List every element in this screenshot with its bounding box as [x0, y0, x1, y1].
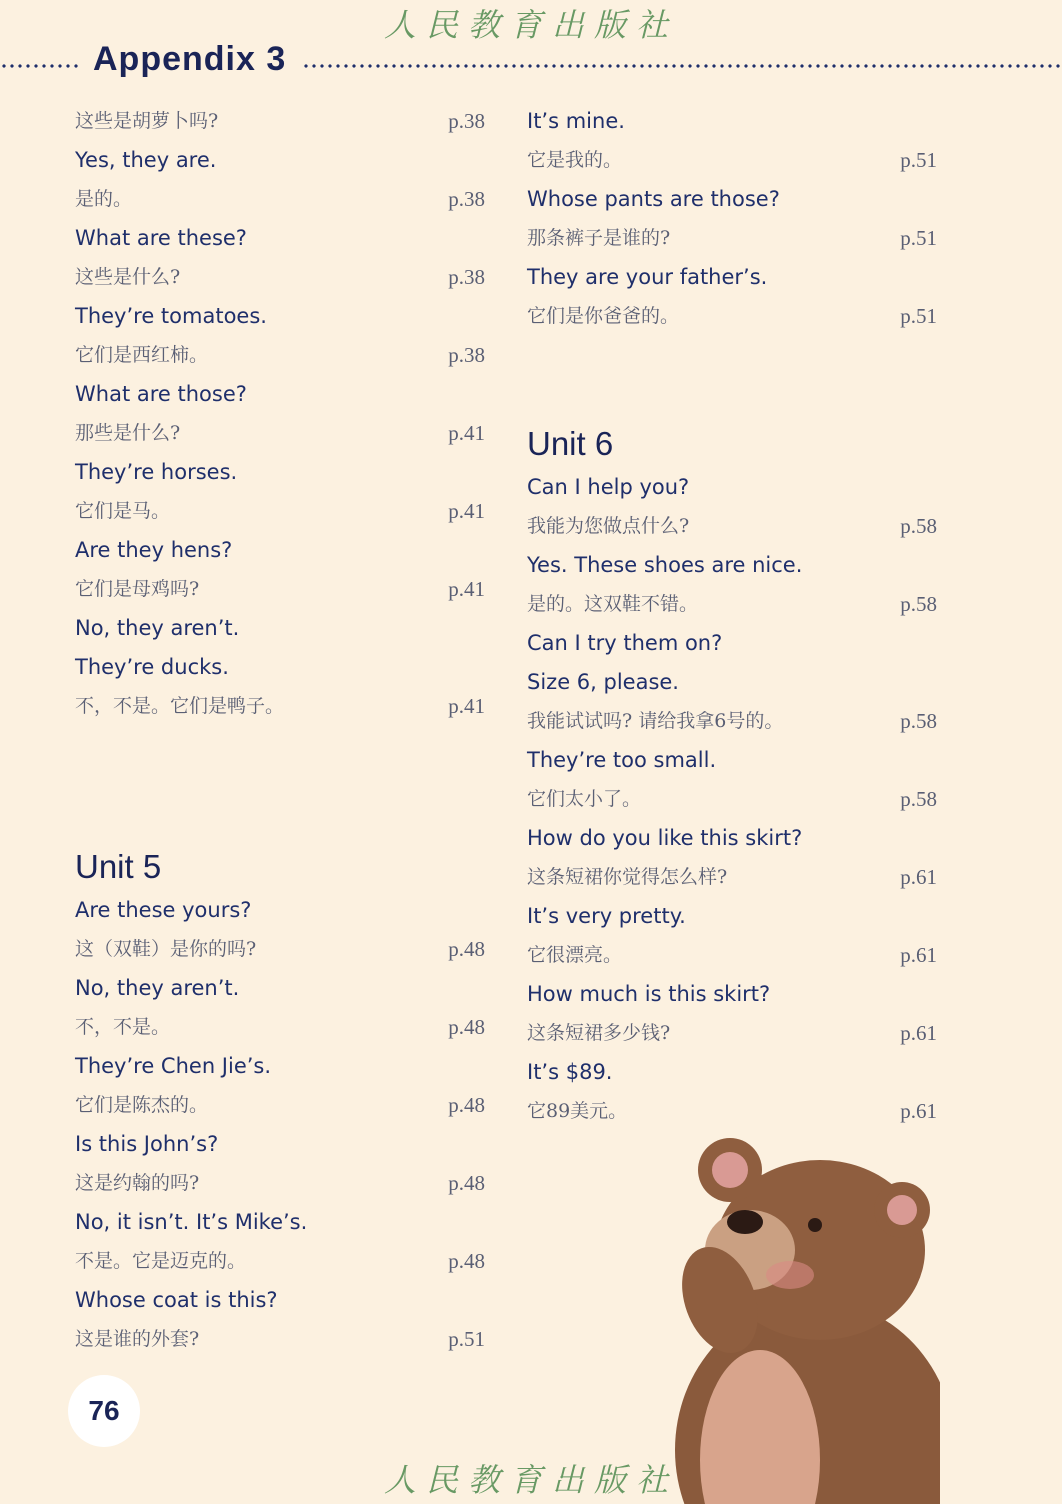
english-phrase: They’re Chen Jie’s.	[75, 1054, 272, 1078]
page-number-badge: 76	[68, 1375, 140, 1447]
chinese-translation: 它们是马。	[75, 500, 171, 522]
page-reference: p.48	[448, 937, 485, 961]
page-reference: p.51	[900, 304, 937, 328]
english-phrase: Can I help you?	[527, 475, 690, 499]
page-reference: p.48	[448, 1015, 485, 1039]
page-reference: p.58	[900, 592, 937, 616]
english-phrase: It’s mine.	[527, 109, 625, 133]
chinese-translation: 我能试试吗? 请给我拿6号的。	[527, 710, 784, 732]
chinese-translation: 它们是陈杰的。	[75, 1094, 209, 1116]
chinese-translation-row	[527, 1092, 937, 1131]
english-phrase: Are they hens?	[75, 538, 233, 562]
english-phrase: How much is this skirt?	[527, 982, 771, 1006]
chinese-translation: 是的。	[75, 188, 133, 210]
chinese-translation: 它89美元。	[527, 1100, 628, 1122]
unit-5-phrase-list	[75, 891, 485, 1359]
english-phrase: Yes. These shoes are nice.	[527, 553, 803, 577]
chinese-translation-row	[75, 492, 485, 531]
english-phrase: No, it isn’t. It’s Mike’s.	[75, 1210, 308, 1234]
page-reference: p.48	[448, 1093, 485, 1117]
english-phrase: No, they aren’t.	[75, 616, 240, 640]
page-reference: p.58	[900, 514, 937, 538]
english-phrase: It’s $89.	[527, 1060, 613, 1084]
right-column	[527, 102, 937, 1131]
english-phrase: Size 6, please.	[527, 670, 679, 694]
english-phrase: They’re too small.	[527, 748, 717, 772]
chinese-translation: 这是约翰的吗?	[75, 1172, 200, 1194]
chinese-translation: 是的。这双鞋不错。	[527, 593, 699, 615]
page-reference: p.41	[448, 499, 485, 523]
chinese-translation: 这些是什么?	[75, 266, 181, 288]
chinese-translation-row	[75, 1242, 485, 1281]
publisher-watermark-bottom: 人民教育出版社	[383, 1461, 678, 1499]
chinese-translation-row	[75, 180, 485, 219]
chinese-translation: 那些是什么?	[75, 422, 181, 444]
english-phrase: It’s very pretty.	[527, 904, 686, 928]
left-phrase-list	[75, 102, 485, 726]
chinese-translation-row	[75, 930, 485, 969]
chinese-translation-row	[527, 219, 937, 258]
english-phrase: Yes, they are.	[75, 148, 217, 172]
chinese-translation: 它们是母鸡吗?	[75, 578, 200, 600]
chinese-translation: 不，不是。	[75, 1016, 171, 1038]
chinese-translation: 这条短裙你觉得怎么样?	[527, 866, 728, 888]
page-reference: p.61	[900, 865, 937, 889]
english-phrase: They’re horses.	[75, 460, 238, 484]
chinese-translation: 这是谁的外套?	[75, 1328, 200, 1350]
chinese-translation-row	[75, 1164, 485, 1203]
chinese-translation-row	[527, 1014, 937, 1053]
chinese-translation: 不，不是。它们是鸭子。	[75, 695, 285, 717]
english-phrase: Can I try them on?	[527, 631, 723, 655]
chinese-translation: 它们是你爸爸的。	[527, 305, 680, 327]
chinese-translation-row	[75, 102, 485, 141]
english-phrase: What are these?	[75, 226, 247, 250]
english-phrase: Whose coat is this?	[75, 1288, 278, 1312]
chinese-translation: 它很漂亮。	[527, 944, 623, 966]
page-reference: p.38	[448, 187, 485, 211]
chinese-translation: 这（双鞋）是你的吗?	[75, 938, 257, 960]
chinese-translation: 它们是西红柿。	[75, 344, 209, 366]
page-reference: p.61	[900, 943, 937, 967]
english-phrase: Is this John’s?	[75, 1132, 219, 1156]
english-phrase: How do you like this skirt?	[527, 826, 803, 850]
chinese-translation-row	[527, 141, 937, 180]
chinese-translation-row	[527, 585, 937, 624]
chinese-translation: 这条短裙多少钱?	[527, 1022, 671, 1044]
page-reference: p.58	[900, 709, 937, 733]
chinese-translation-row	[527, 702, 937, 741]
unit-5-title: Unit 5	[75, 848, 162, 885]
right-phrase-list	[527, 102, 937, 336]
publisher-watermark-top: 人民教育出版社	[383, 6, 678, 44]
page-reference: p.41	[448, 694, 485, 718]
chinese-translation-row	[75, 570, 485, 609]
page-reference: p.51	[448, 1327, 485, 1351]
page-reference: p.51	[900, 148, 937, 172]
page-reference: p.61	[900, 1021, 937, 1045]
english-phrase: They’re tomatoes.	[75, 304, 267, 328]
chinese-translation-row	[75, 1086, 485, 1125]
chinese-translation: 它是我的。	[527, 149, 623, 171]
page-reference: p.38	[448, 343, 485, 367]
unit-6-title: Unit 6	[527, 425, 614, 462]
chinese-translation: 那条裤子是谁的?	[527, 227, 671, 249]
page-reference: p.41	[448, 421, 485, 445]
page-reference: p.48	[448, 1171, 485, 1195]
english-phrase: Are these yours?	[75, 898, 252, 922]
chinese-translation-row	[75, 1320, 485, 1359]
chinese-translation: 我能为您做点什么?	[527, 515, 690, 537]
page-reference: p.38	[448, 109, 485, 133]
left-column	[75, 102, 485, 1359]
chinese-translation: 这些是胡萝卜吗?	[75, 110, 219, 132]
chinese-translation-row	[75, 687, 485, 726]
page-reference: p.48	[448, 1249, 485, 1273]
header-dots-left	[0, 64, 78, 68]
page-title: Appendix 3	[93, 40, 287, 78]
chinese-translation-row	[527, 297, 937, 336]
page-reference: p.51	[900, 226, 937, 250]
chinese-translation-row	[75, 336, 485, 375]
chinese-translation-row	[527, 507, 937, 546]
bear-illustration-icon	[640, 1130, 940, 1504]
chinese-translation-row	[75, 414, 485, 453]
chinese-translation-row	[527, 858, 937, 897]
chinese-translation-row	[75, 258, 485, 297]
english-phrase: They’re ducks.	[75, 655, 229, 679]
appendix-header	[0, 40, 1062, 90]
english-phrase: They are your father’s.	[527, 265, 768, 289]
english-phrase: Whose pants are those?	[527, 187, 780, 211]
page-reference: p.41	[448, 577, 485, 601]
page-reference: p.61	[900, 1099, 937, 1123]
chinese-translation: 它们太小了。	[527, 788, 642, 810]
english-phrase: No, they aren’t.	[75, 976, 240, 1000]
english-phrase: What are those?	[75, 382, 247, 406]
chinese-translation-row	[75, 1008, 485, 1047]
header-dots-right	[302, 64, 1062, 68]
chinese-translation-row	[527, 780, 937, 819]
chinese-translation: 不是。它是迈克的。	[75, 1250, 247, 1272]
chinese-translation-row	[527, 936, 937, 975]
page-reference: p.58	[900, 787, 937, 811]
unit-6-phrase-list	[527, 468, 937, 1131]
page-reference: p.38	[448, 265, 485, 289]
